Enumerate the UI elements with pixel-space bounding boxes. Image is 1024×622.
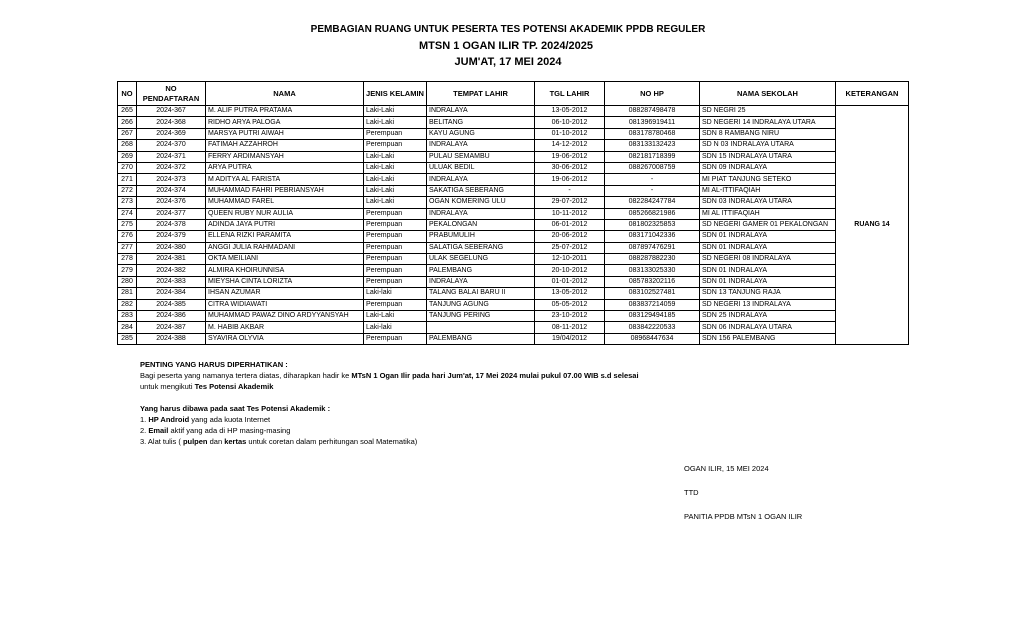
row-no-pendaftaran: 2024-383 [137,276,206,287]
row-no-pendaftaran: 2024-371 [137,151,206,162]
row-nama-sekolah: SDN 01 INDRALAYA [700,276,836,287]
row-tgl-lahir: 23-10-2012 [535,311,605,322]
row-tempat-lahir: TANJUNG PERING [427,311,535,322]
row-tgl-lahir: 05-05-2012 [535,299,605,310]
table-row [118,276,909,287]
row-nama: ARYA PUTRA [206,162,364,173]
row-tempat-lahir: ULUAK BEDIL [427,162,535,173]
row-no-hp: 082181718399 [605,151,700,162]
row-no: 277 [118,242,137,253]
col-header-jenis-kelamin: JENIS KELAMIN [364,82,427,106]
row-tempat-lahir: SAKATIGA SEBERANG [427,185,535,196]
row-no-pendaftaran: 2024-367 [137,106,206,117]
col-header-nama-sekolah: NAMA SEKOLAH [700,82,836,106]
row-nama: QUEEN RUBY NUR AULIA [206,208,364,219]
col-header-no: NO [118,82,137,106]
row-nama: M ADITYA AL FARISTA [206,174,364,185]
row-tgl-lahir: 10-11-2012 [535,208,605,219]
row-no-pendaftaran: 2024-369 [137,128,206,139]
row-no: 269 [118,151,137,162]
row-tempat-lahir: BELITANG [427,117,535,128]
row-no-pendaftaran: 2024-368 [137,117,206,128]
row-tempat-lahir: PRABUMULIH [427,231,535,242]
row-no: 285 [118,333,137,344]
row-tempat-lahir: INDRALAYA [427,208,535,219]
row-tempat-lahir: INDRALAYA [427,106,535,117]
row-nama: CITRA WIDIAWATI [206,299,364,310]
row-nama-sekolah: SDN 156 PALEMBANG [700,333,836,344]
row-tgl-lahir: 01-01-2012 [535,276,605,287]
doc-title-line-2: MTSN 1 OGAN ILIR TP. 2024/2025 [418,40,594,52]
row-no: 266 [118,117,137,128]
row-tgl-lahir: 25-07-2012 [535,242,605,253]
row-jenis-kelamin: Perempuan [364,242,427,253]
row-no: 267 [118,128,137,139]
row-tgl-lahir: 29-07-2012 [535,197,605,208]
row-no-pendaftaran: 2024-381 [137,254,206,265]
row-no-hp: - [605,174,700,185]
table-row [118,140,909,151]
row-jenis-kelamin: Perempuan [364,140,427,151]
row-tempat-lahir: TALANG BALAI BARU II [427,288,535,299]
row-no-pendaftaran: 2024-370 [137,140,206,151]
row-tgl-lahir: 06-10-2012 [535,117,605,128]
table-row [118,299,909,310]
doc-title-line-1: PEMBAGIAN RUANG UNTUK PESERTA TES POTENSI AKADEMIK PPDB REGULER [310,24,706,35]
row-no-hp: 083133025330 [605,265,700,276]
notes-section [140,359,639,447]
table-row [118,265,909,276]
row-tgl-lahir: 20-06-2012 [535,231,605,242]
row-nama-sekolah: SDN 8 RAMBANG NIRU [700,128,836,139]
notes-paragraph-1: Bagi peserta yang namanya tertera diatas, diharapkan hadir ke MTsN 1 Ogan Ilir pada hari Jum'at, 17 Mei 2024 mulai pukul 07.00 WIB s.d selesai [140,371,639,380]
row-no-pendaftaran: 2024-373 [137,174,206,185]
row-no-hp: 085783202116 [605,276,700,287]
row-no-hp: 083171042336 [605,231,700,242]
row-tgl-lahir: 19/04/2012 [535,333,605,344]
row-nama-sekolah: SD NEGERI 08 INDRALAYA [700,254,836,265]
row-jenis-kelamin: Laki-laki [364,288,427,299]
row-no-pendaftaran: 2024-388 [137,333,206,344]
row-jenis-kelamin: Laki-Laki [364,197,427,208]
signature-ttd: TTD [684,488,699,497]
row-nama: M. HABIB AKBAR [206,322,364,333]
row-no-hp: 08968447634 [605,333,700,344]
row-jenis-kelamin: Perempuan [364,128,427,139]
row-jenis-kelamin: Laki-Laki [364,117,427,128]
table-row [118,128,909,139]
keterangan-room: RUANG 14 [836,106,909,345]
row-no-pendaftaran: 2024-379 [137,231,206,242]
row-no: 265 [118,106,137,117]
row-no: 276 [118,231,137,242]
row-tempat-lahir: SALATIGA SEBERANG [427,242,535,253]
row-tgl-lahir: 08-11-2012 [535,322,605,333]
row-no: 279 [118,265,137,276]
row-nama-sekolah: SD NEGERI GAMER 01 PEKALONGAN [700,219,836,230]
bring-item-1: 1. HP Android yang ada kuota Internet [140,415,271,424]
row-no: 282 [118,299,137,310]
table-row [118,208,909,219]
table-row [118,311,909,322]
row-jenis-kelamin: Laki-Laki [364,162,427,173]
row-jenis-kelamin: Perempuan [364,276,427,287]
row-nama: MUHAMMAD PAWAZ DINO ARDYYANSYAH [206,311,364,322]
table-row [118,197,909,208]
row-nama: ANGGI JULIA RAHMADANI [206,242,364,253]
table-row [118,242,909,253]
participant-table [117,81,909,345]
table-row [118,231,909,242]
row-tgl-lahir: 19-06-2012 [535,174,605,185]
row-nama-sekolah: SDN 25 INDRALAYA [700,311,836,322]
row-tgl-lahir: - [535,185,605,196]
row-no-hp: 083133132423 [605,140,700,151]
row-nama: MUHAMMAD FAHRI PEBRIANSYAH [206,185,364,196]
row-nama-sekolah: MI AL ITTIFAQIAH [700,208,836,219]
row-tempat-lahir: INDRALAYA [427,174,535,185]
row-nama-sekolah: SD NEGRI 25 [700,106,836,117]
doc-title-line-3: JUM'AT, 17 MEI 2024 [454,56,562,68]
row-no-hp: 085266821986 [605,208,700,219]
row-no-pendaftaran: 2024-384 [137,288,206,299]
row-tempat-lahir: PEKALONGAN [427,219,535,230]
row-no-pendaftaran: 2024-382 [137,265,206,276]
row-nama: FATIMAH AZZAHROH [206,140,364,151]
row-tempat-lahir: PALEMBANG [427,265,535,276]
notes-heading: PENTING YANG HARUS DIPERHATIKAN : [140,360,288,369]
row-nama: RIDHO ARYA PALOGA [206,117,364,128]
row-no: 275 [118,219,137,230]
col-header-keterangan: KETERANGAN [836,82,909,106]
row-tempat-lahir [427,322,535,333]
table-header-row [118,82,909,106]
row-jenis-kelamin: Laki-Laki [364,151,427,162]
table-row [118,219,909,230]
row-tempat-lahir: INDRALAYA [427,276,535,287]
row-nama-sekolah: SDN 01 INDRALAYA [700,242,836,253]
row-no-hp: - [605,185,700,196]
row-nama: ELLENA RIZKI PARAMITA [206,231,364,242]
row-nama-sekolah: SDN 13 TANJUNG RAJA [700,288,836,299]
signature-signer: PANITIA PPDB MTsN 1 OGAN ILIR [684,512,803,521]
row-nama-sekolah: SDN 03 INDRALAYA UTARA [700,197,836,208]
row-no: 283 [118,311,137,322]
row-nama: IHSAN AZUMAR [206,288,364,299]
row-no: 281 [118,288,137,299]
col-header-tempat-lahir: TEMPAT LAHIR [427,82,535,106]
table-row [118,333,909,344]
row-jenis-kelamin: Perempuan [364,333,427,344]
row-tgl-lahir: 13-05-2012 [535,106,605,117]
row-tempat-lahir: TANJUNG AGUNG [427,299,535,310]
row-no-pendaftaran: 2024-385 [137,299,206,310]
row-no-hp: 083842220533 [605,322,700,333]
col-header-no-hp: NO HP [605,82,700,106]
row-tgl-lahir: 30-06-2012 [535,162,605,173]
row-no-hp: 081802325853 [605,219,700,230]
table-row [118,288,909,299]
col-header-nama: NAMA [206,82,364,106]
row-nama: FERRY ARDIMANSYAH [206,151,364,162]
row-tgl-lahir: 19-06-2012 [535,151,605,162]
row-no-hp: 083837214059 [605,299,700,310]
row-jenis-kelamin: Perempuan [364,219,427,230]
signature-place-date: OGAN ILIR, 15 MEI 2024 [684,464,769,473]
col-header-tgl-lahir: TGL LAHIR [535,82,605,106]
row-tempat-lahir: PULAU SEMAMBU [427,151,535,162]
row-tempat-lahir: OGAN KOMERING ULU [427,197,535,208]
row-nama-sekolah: SDN 06 INDRALAYA UTARA [700,322,836,333]
row-nama: M. ALIF PUTRA PRATAMA [206,106,364,117]
row-no-hp: 082284247784 [605,197,700,208]
row-nama: ALMIRA KHOIRUNNISA [206,265,364,276]
row-tgl-lahir: 20-10-2012 [535,265,605,276]
row-nama-sekolah: SD N 03 INDRALAYA UTARA [700,140,836,151]
row-nama-sekolah: SDN 15 INDRALAYA UTARA [700,151,836,162]
row-no-pendaftaran: 2024-386 [137,311,206,322]
row-tempat-lahir: INDRALAYA [427,140,535,151]
row-tempat-lahir: PALEMBANG [427,333,535,344]
row-no-pendaftaran: 2024-374 [137,185,206,196]
row-nama-sekolah: SDN 09 INDRALAYA [700,162,836,173]
row-no: 268 [118,140,137,151]
row-nama-sekolah: SDN 01 INDRALAYA [700,231,836,242]
row-no: 273 [118,197,137,208]
row-no-pendaftaran: 2024-376 [137,197,206,208]
row-no: 278 [118,254,137,265]
row-no-hp: 088287498478 [605,106,700,117]
row-jenis-kelamin: Laki-laki [364,322,427,333]
row-no: 284 [118,322,137,333]
bring-item-2: 2. Email aktif yang ada di HP masing-masing [140,426,291,435]
table-row [118,174,909,185]
row-no-hp: 088267008759 [605,162,700,173]
row-jenis-kelamin: Perempuan [364,231,427,242]
row-nama-sekolah: MI AL-ITTIFAQIAH [700,185,836,196]
row-no: 271 [118,174,137,185]
row-no-hp: 081396919411 [605,117,700,128]
table-row [118,162,909,173]
row-jenis-kelamin: Laki-Laki [364,311,427,322]
row-no-pendaftaran: 2024-380 [137,242,206,253]
row-tgl-lahir: 12-10-2011 [535,254,605,265]
row-no-hp: 088287882230 [605,254,700,265]
bring-item-3: 3. Alat tulis ( pulpen dan kertas untuk coretan dalam perhitungan soal Matematika) [140,437,418,446]
row-jenis-kelamin: Perempuan [364,299,427,310]
row-no-hp: 083102527481 [605,288,700,299]
table-row [118,254,909,265]
row-tgl-lahir: 01-10-2012 [535,128,605,139]
row-no: 270 [118,162,137,173]
row-nama-sekolah: SD NEGERI 14 INDRALAYA UTARA [700,117,836,128]
row-tgl-lahir: 14-12-2012 [535,140,605,151]
notes-paragraph-2: untuk mengikuti Tes Potensi Akademik [140,382,274,391]
table-row [118,322,909,333]
row-no: 280 [118,276,137,287]
row-jenis-kelamin: Perempuan [364,254,427,265]
row-nama-sekolah: SD NEGERI 13 INDRALAYA [700,299,836,310]
row-nama: SYAVIRA OLYVIA [206,333,364,344]
bring-heading: Yang harus dibawa pada saat Tes Potensi Akademik : [140,404,331,413]
row-no: 274 [118,208,137,219]
row-tgl-lahir: 13-05-2012 [535,288,605,299]
row-no: 272 [118,185,137,196]
row-tempat-lahir: ULAK SEGELUNG [427,254,535,265]
row-nama-sekolah: MI PIAT TANJUNG SETEKO [700,174,836,185]
table-row [118,106,909,117]
row-jenis-kelamin: Laki-Laki [364,174,427,185]
row-nama: MUHAMMAD FAREL [206,197,364,208]
row-no-pendaftaran: 2024-387 [137,322,206,333]
row-tempat-lahir: KAYU AGUNG [427,128,535,139]
row-jenis-kelamin: Laki-Laki [364,106,427,117]
row-no-pendaftaran: 2024-372 [137,162,206,173]
col-header-no-pendaftaran: NO PENDAFTARAN [137,82,206,106]
row-nama-sekolah: SDN 01 INDRALAYA [700,265,836,276]
row-jenis-kelamin: Perempuan [364,265,427,276]
table-row [118,151,909,162]
row-nama: ADINDA JAYA PUTRI [206,219,364,230]
row-tgl-lahir: 06-01-2012 [535,219,605,230]
row-jenis-kelamin: Perempuan [364,208,427,219]
row-no-hp: 083178780468 [605,128,700,139]
row-no-hp: 083129494185 [605,311,700,322]
row-nama: MIEYSHA CINTA LORIZTA [206,276,364,287]
table-row [118,117,909,128]
row-no-pendaftaran: 2024-378 [137,219,206,230]
row-no-pendaftaran: 2024-377 [137,208,206,219]
row-nama: MARSYA PUTRI AIWAH [206,128,364,139]
row-jenis-kelamin: Laki-Laki [364,185,427,196]
row-nama: OKTA MEILIANI [206,254,364,265]
row-no-hp: 087897476291 [605,242,700,253]
table-row [118,185,909,196]
